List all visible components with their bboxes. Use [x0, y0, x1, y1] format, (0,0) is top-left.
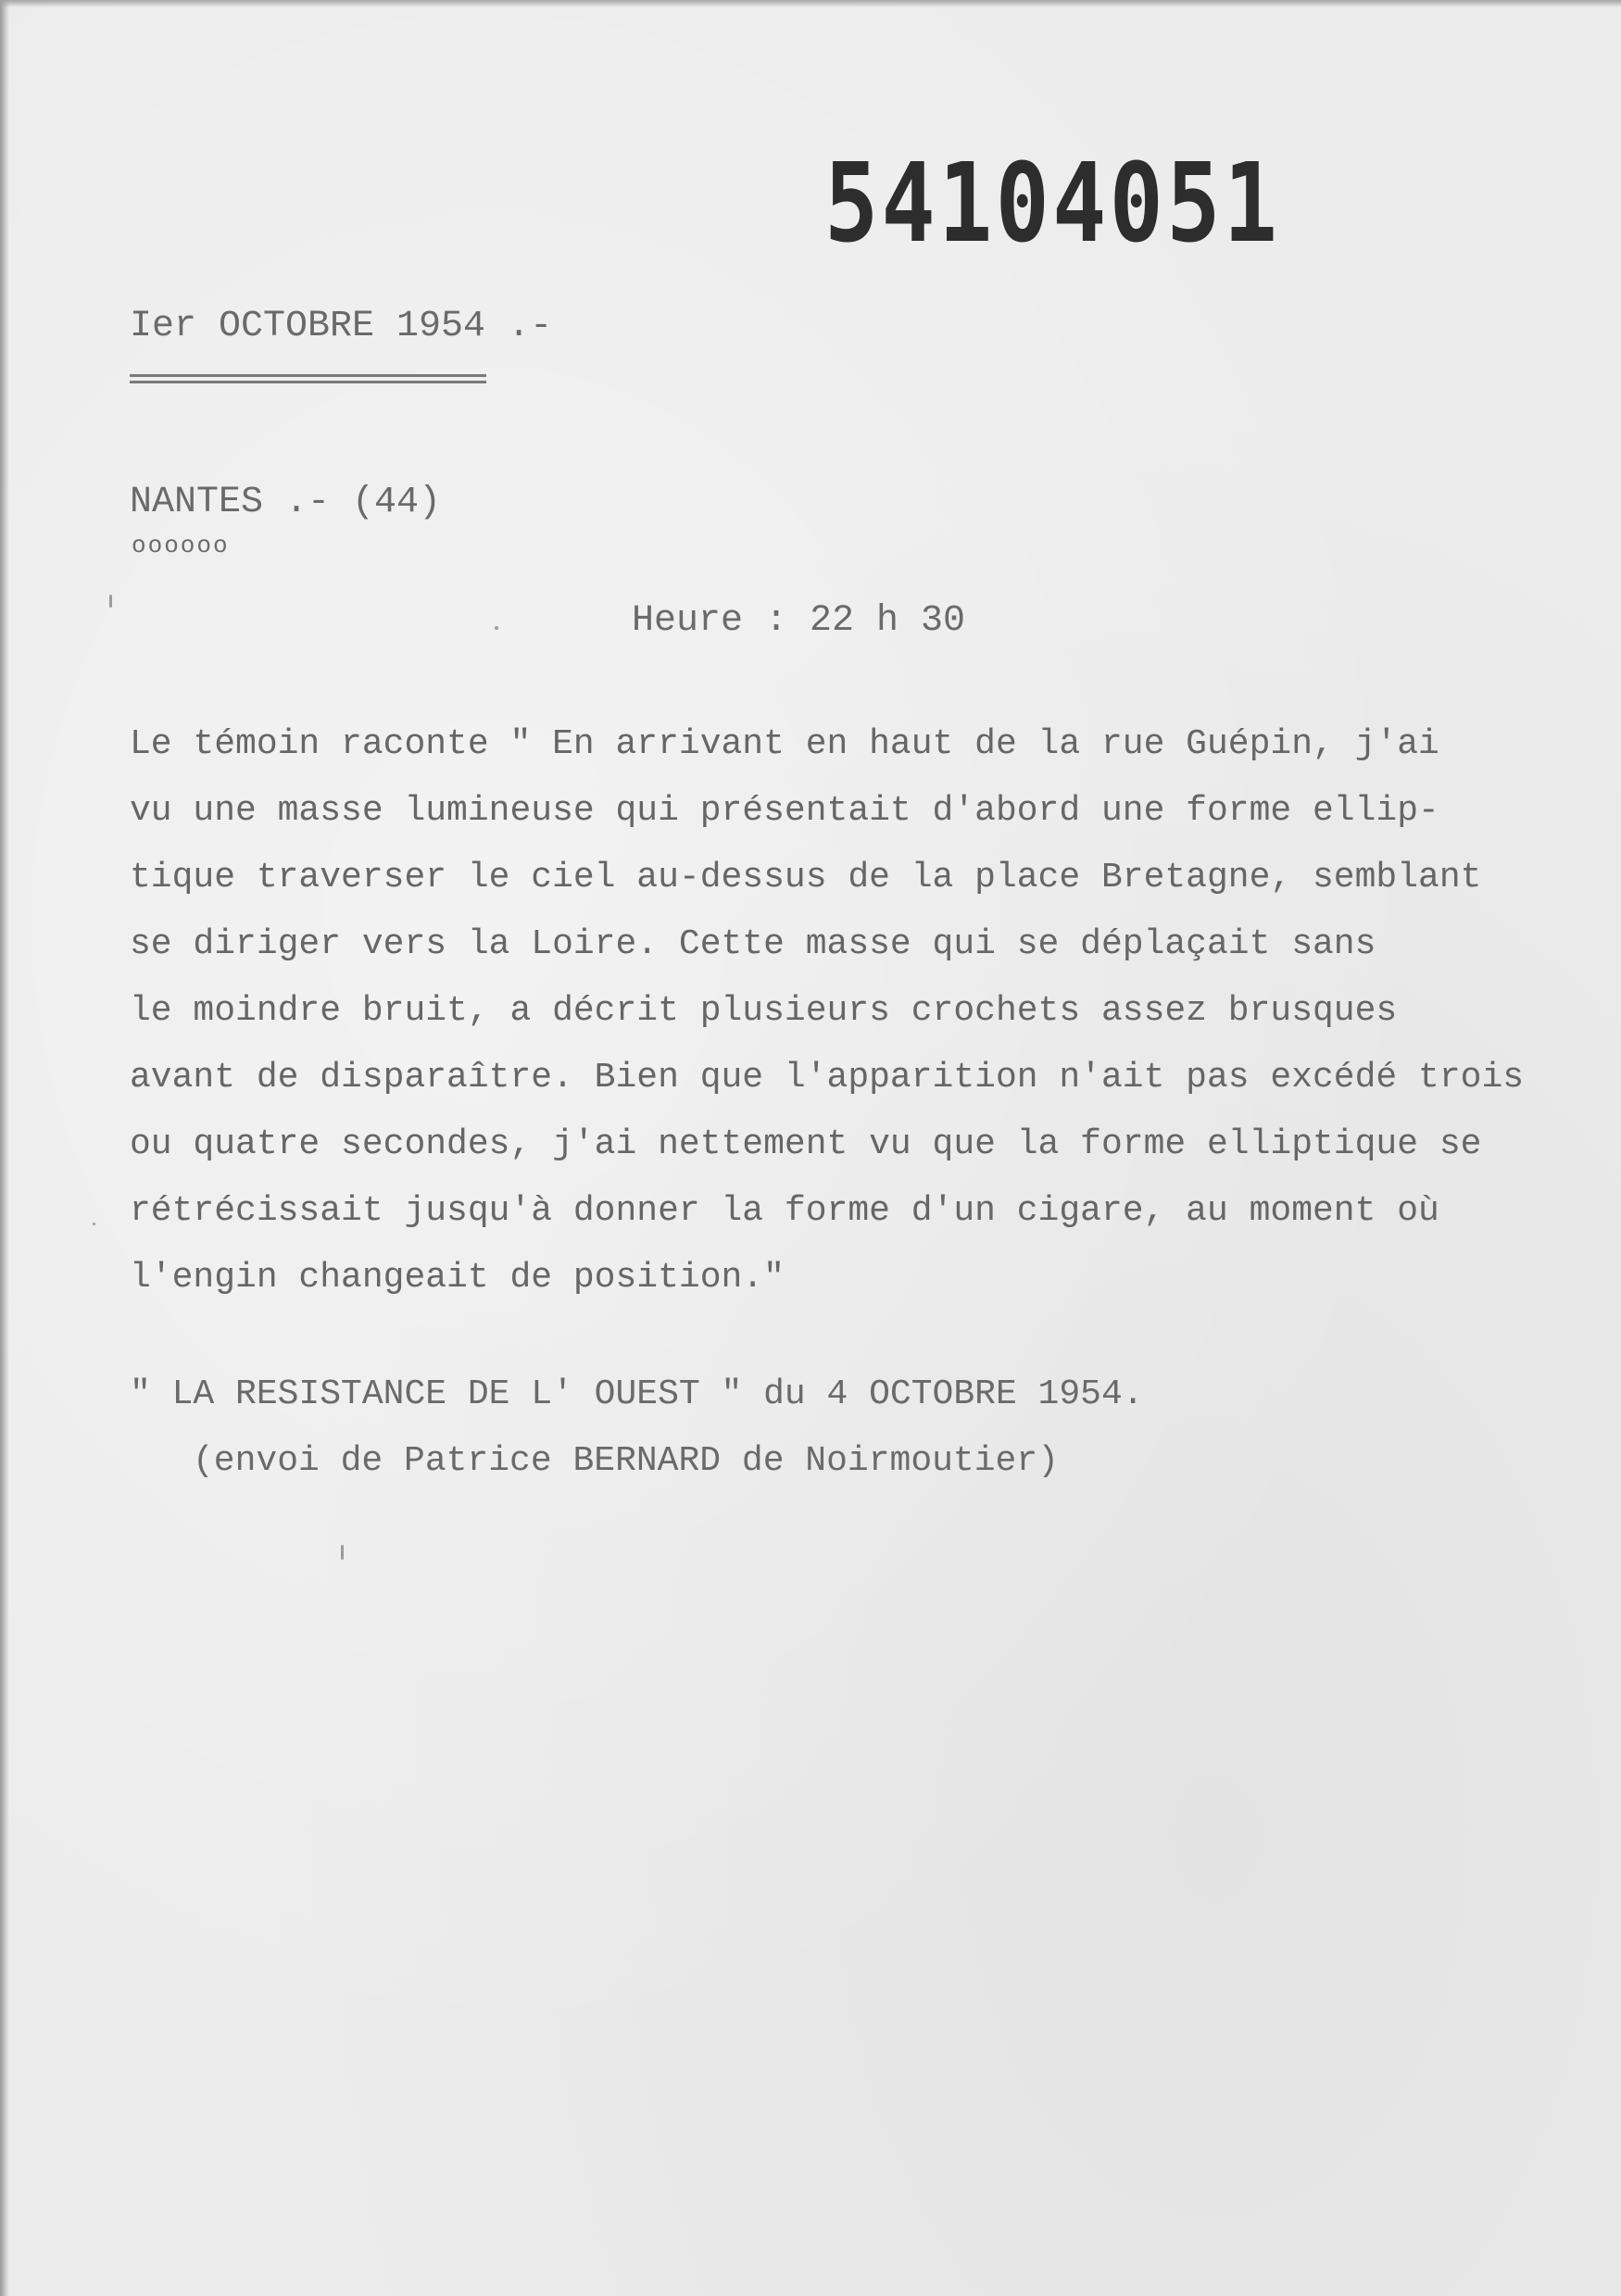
paper-speck — [341, 1545, 344, 1560]
testimony-line: avant de disparaître. Bien que l'apparition n'ait pas excédé trois — [130, 1058, 1525, 1098]
testimony-line: tique traverser le ciel au-dessus de la place Bretagne, semblant — [130, 858, 1482, 897]
testimony-line: ou quatre secondes, j'ai nettement vu que la forme elliptique se — [130, 1124, 1482, 1164]
paper-speck — [109, 595, 112, 608]
reference-number-stamp: 54104051 — [824, 139, 1281, 267]
newspaper-source: " LA RESISTANCE DE L' OUEST " du 4 OCTOBRE 1954. — [130, 1374, 1144, 1414]
scan-edge-top — [0, 0, 1621, 7]
testimony-line: le moindre bruit, a décrit plusieurs crochets assez brusques — [130, 991, 1398, 1031]
testimony-line: se diriger vers la Loire. Cette masse qui se déplaçait sans — [130, 924, 1376, 964]
testimony-line: vu une masse lumineuse qui présentait d'abord une forme ellip- — [130, 791, 1439, 831]
witness-testimony — [130, 711, 1575, 1311]
time-of-event: Heure : 22 h 30 — [632, 600, 966, 642]
testimony-line: rétrécissait jusqu'à donner la forme d'un cigare, au moment où — [130, 1191, 1439, 1231]
document-date: Ier OCTOBRE 1954 .- — [130, 306, 553, 347]
scan-edge-left — [0, 0, 9, 2296]
testimony-line: Le témoin raconte " En arrivant en haut de la rue Guépin, j'ai — [130, 724, 1439, 764]
testimony-line: l'engin changeait de position." — [130, 1258, 785, 1298]
paper-speck — [495, 626, 498, 630]
paper-speck — [93, 1223, 95, 1225]
location-underline-circles: oooooo — [132, 532, 230, 559]
location-heading: NANTES .- (44) — [130, 482, 442, 523]
sender-credit: (envoi de Patrice BERNARD de Noirmoutier) — [193, 1441, 1059, 1481]
date-double-underline — [130, 374, 486, 383]
